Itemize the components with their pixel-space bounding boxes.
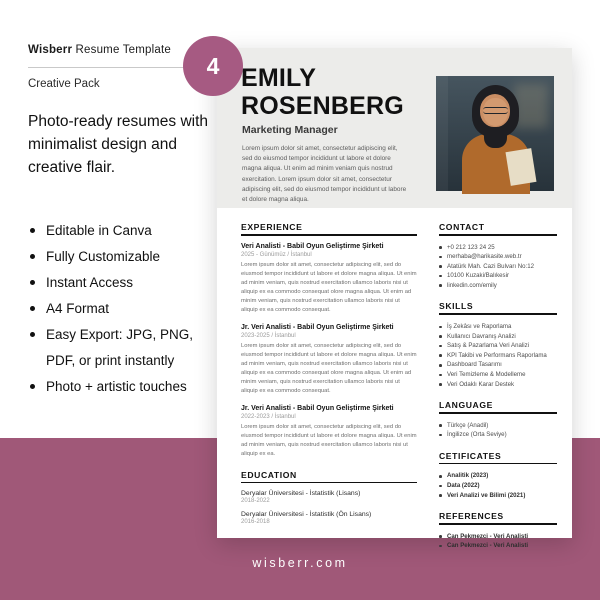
experience-item	[241, 405, 417, 459]
job-meta: 2023-2025 / İstanbul	[241, 332, 296, 339]
section-title: CETIFICATES	[439, 450, 502, 461]
list-item: Editable in Canva	[30, 218, 226, 244]
section-title: SKILLS	[439, 301, 474, 312]
resume-left-column	[241, 222, 417, 536]
job-title: Jr. Veri Analisti - Babil Oyun Geliştirme Şirketi	[241, 323, 394, 331]
job-description: Lorem ipsum dolor sit amet, consectetur adipiscing elit, sed do eiusmod tempor incididunt ut labore et dolore magna aliqua. Ut enim ad minim veniam, quis nostrud exercitation ullamco laboris nisi ut aliquip ex ea commodo consequat olore magna aliqua. Ut enim ad minim veniam, quis nostrud exercitation ullamco laboris nisi ut aliquip ex ea commodo consequat.	[241, 342, 417, 394]
list-item: Can Pekmezci - Veri Analisti	[439, 541, 557, 551]
list-item: Atatürk Mah. Cazi Bulvarı No:12	[439, 262, 557, 272]
education-meta: 2016-2018	[241, 519, 270, 525]
list-item: linkedin.com/emily	[439, 281, 557, 291]
list-item: Kullanıcı Davranış Analizi	[439, 332, 557, 342]
resume-role: Marketing Manager	[242, 124, 338, 136]
experience-item	[241, 324, 417, 396]
photo-tablet	[506, 148, 537, 186]
brand-name-rest: Resume Template	[72, 44, 171, 56]
list-item: İş Zekâsı ve Raporlama	[439, 322, 557, 332]
education-item	[241, 511, 417, 525]
references-section	[439, 511, 557, 551]
references-list	[439, 532, 557, 551]
resume-first-name: EMILY	[241, 64, 317, 92]
skills-section	[439, 301, 557, 389]
section-title: REFERENCES	[439, 511, 504, 522]
list-item: KPI Takibi ve Performans Raporlama	[439, 351, 557, 361]
glasses-icon	[483, 107, 508, 114]
resume-body	[217, 208, 572, 550]
photo-light	[514, 84, 548, 128]
resume-header	[217, 48, 572, 208]
list-item: Türkçe (Anadil)	[439, 421, 557, 431]
list-item: Analitik (2023)	[439, 471, 557, 481]
resume-right-column	[439, 222, 557, 562]
certificates-section	[439, 451, 557, 500]
job-description: Lorem ipsum dolor sit amet, consectetur adipiscing elit, sed do eiusmod tempor incididunt ut labore et dolore magna aliqua. Ut enim ad minim veniam, quis nostrud exercitation ullamco laboris nisi ut aliquip ex ea commodo consequat olore magna aliqua. Ut enim ad minim veniam, quis nostrud exercitation ullamco laboris nisi ut aliquip ex ea commodo consequat.	[241, 261, 417, 313]
skills-list	[439, 322, 557, 389]
template-number-badge: 4	[183, 36, 243, 96]
language-section	[439, 400, 557, 440]
section-title: CONTACT	[439, 222, 485, 232]
resume-intro: Lorem ipsum dolor sit amet, consectetur adipiscing elit, sed do eiusmod tempor incididunt ut labore et dolore magna aliqua. Ut enim ad minim veniam quis nostrud exercitation. Lorem ipsum dolor sit amet, consectetur adipiscing elit, sed do eiusmod tempor incididunt ut labore et dolore magna aliqua.	[242, 145, 407, 204]
list-item: Photo + artistic touches	[30, 374, 226, 400]
job-meta: 2025 - Günümüz / İstanbul	[241, 251, 312, 258]
section-title: LANGUAGE	[439, 400, 493, 411]
brand-pack: Creative Pack	[28, 78, 100, 90]
section-title: EXPERIENCE	[241, 222, 303, 232]
experience-section	[241, 222, 417, 459]
language-list	[439, 421, 557, 440]
list-item: Easy Export: JPG, PNG, PDF, or print instantly	[30, 322, 226, 374]
portrait-photo	[436, 76, 554, 191]
resume-sheet	[217, 48, 572, 550]
resume-name	[241, 64, 404, 120]
contact-list	[439, 243, 557, 291]
list-item: Dashboard Tasarımı	[439, 360, 557, 370]
list-item: İngilizce (Orta Seviye)	[439, 430, 557, 440]
section-rule	[439, 523, 557, 525]
list-item: Data (2022)	[439, 481, 557, 491]
list-item: merhaba@harikasite.web.tr	[439, 252, 557, 262]
section-rule	[439, 234, 557, 236]
experience-item	[241, 243, 417, 315]
job-title: Veri Analisti - Babil Oyun Geliştirme Şirketi	[241, 242, 384, 250]
section-rule	[439, 412, 557, 414]
education-meta: 2018-2022	[241, 498, 270, 504]
section-title: EDUCATION	[241, 469, 297, 480]
list-item: 10100 Kuzaki/Balıkesir	[439, 271, 557, 281]
education-title: Deryalar Üniversitesi - İstatistik (Lisans)	[241, 490, 361, 497]
job-meta: 2022-2023 / İstanbul	[241, 413, 296, 420]
list-item: A4 Format	[30, 296, 226, 322]
list-item: +0 212 123 24 25	[439, 243, 557, 253]
education-item	[241, 490, 417, 504]
section-rule	[439, 463, 557, 465]
footer-site: wisberr.com	[252, 556, 348, 570]
job-title: Jr. Veri Analisti - Babil Oyun Geliştirme Şirketi	[241, 404, 394, 412]
list-item: Veri Analizi ve Bilimi (2021)	[439, 491, 557, 501]
list-item: Fully Customizable	[30, 244, 226, 270]
list-item: Instant Access	[30, 270, 226, 296]
education-title: Deryalar Üniversitesi - İstatistik (Ön Lisans)	[241, 511, 372, 518]
education-section	[241, 470, 417, 526]
section-rule	[241, 234, 417, 236]
list-item: Can Pekmezci - Veri Analisti	[439, 532, 557, 542]
section-rule	[439, 313, 557, 315]
list-item: Satış & Pazarlama Veri Analizi	[439, 341, 557, 351]
brand-name-bold: Wisberr	[28, 44, 73, 56]
list-item: Veri Odaklı Karar Destek	[439, 380, 557, 390]
contact-section	[439, 222, 557, 290]
promo-feature-list	[30, 218, 226, 400]
job-description: Lorem ipsum dolor sit amet, consectetur adipiscing elit, sed do eiusmod tempor incididunt ut labore et dolore magna aliqua. Ut enim ad minim veniam, quis nostrud exercitation ullamco laboris nisi ut aliquip ex ea.	[241, 423, 417, 457]
section-rule	[241, 482, 417, 484]
list-item: Veri Temizleme & Modelleme	[439, 370, 557, 380]
promo-headline: Photo-ready resumes with minimalist design and creative flair.	[28, 113, 209, 176]
certificates-list	[439, 471, 557, 500]
resume-last-name: ROSENBERG	[241, 92, 404, 120]
